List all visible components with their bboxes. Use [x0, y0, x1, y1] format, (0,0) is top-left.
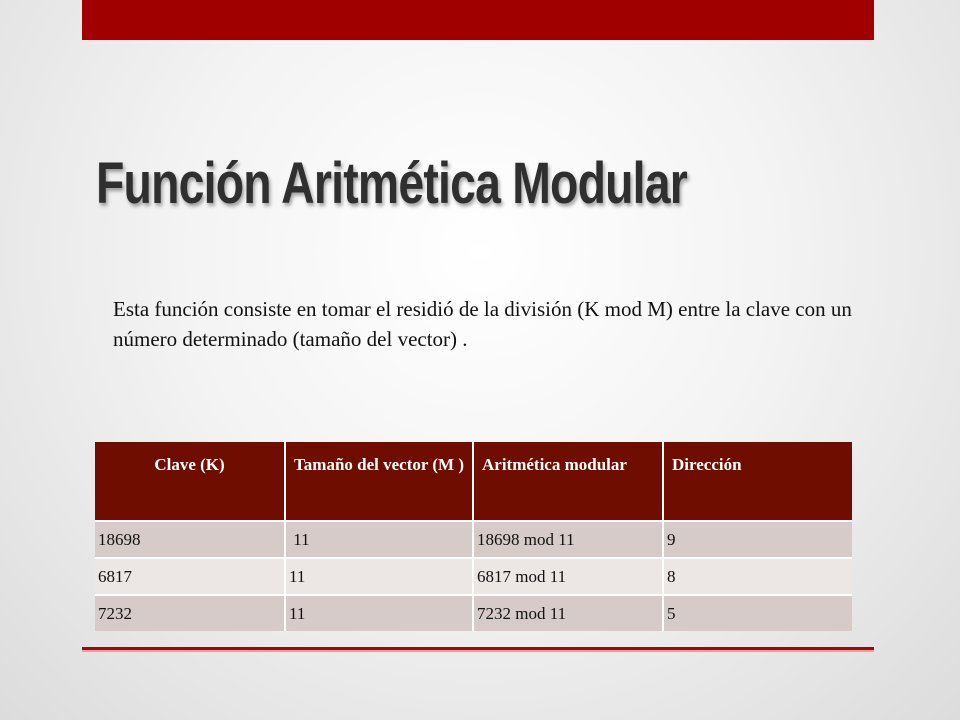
header-aritmetica: Aritmética modular	[473, 442, 663, 521]
table-row	[95, 558, 852, 595]
top-accent-bar	[82, 0, 874, 40]
cell-tamano: 11	[285, 521, 473, 558]
header-tamano: Tamaño del vector (M )	[285, 442, 473, 521]
cell-clave: 6817	[95, 558, 285, 595]
header-direccion: Dirección	[663, 442, 852, 521]
data-table-container	[95, 442, 852, 631]
table-header-row	[95, 442, 852, 521]
table-row	[95, 595, 852, 631]
cell-direccion: 9	[663, 521, 852, 558]
cell-clave: 18698	[95, 521, 285, 558]
cell-tamano: 11	[285, 558, 473, 595]
cell-direccion: 8	[663, 558, 852, 595]
header-clave: Clave (K)	[95, 442, 285, 521]
bottom-rule-shadow	[82, 650, 874, 652]
cell-aritmetica: 6817 mod 11	[473, 558, 663, 595]
cell-aritmetica: 7232 mod 11	[473, 595, 663, 631]
cell-clave: 7232	[95, 595, 285, 631]
table-row	[95, 521, 852, 558]
slide-body-text: Esta función consiste en tomar el residió de la división (K mod M) entre la clave con un número determinado (tamaño del vector) .	[113, 297, 852, 351]
cell-tamano: 11	[285, 595, 473, 631]
hash-table	[95, 442, 852, 631]
cell-aritmetica: 18698 mod 11	[473, 521, 663, 558]
cell-direccion: 5	[663, 595, 852, 631]
slide-title: Función Aritmética Modular	[96, 151, 688, 216]
